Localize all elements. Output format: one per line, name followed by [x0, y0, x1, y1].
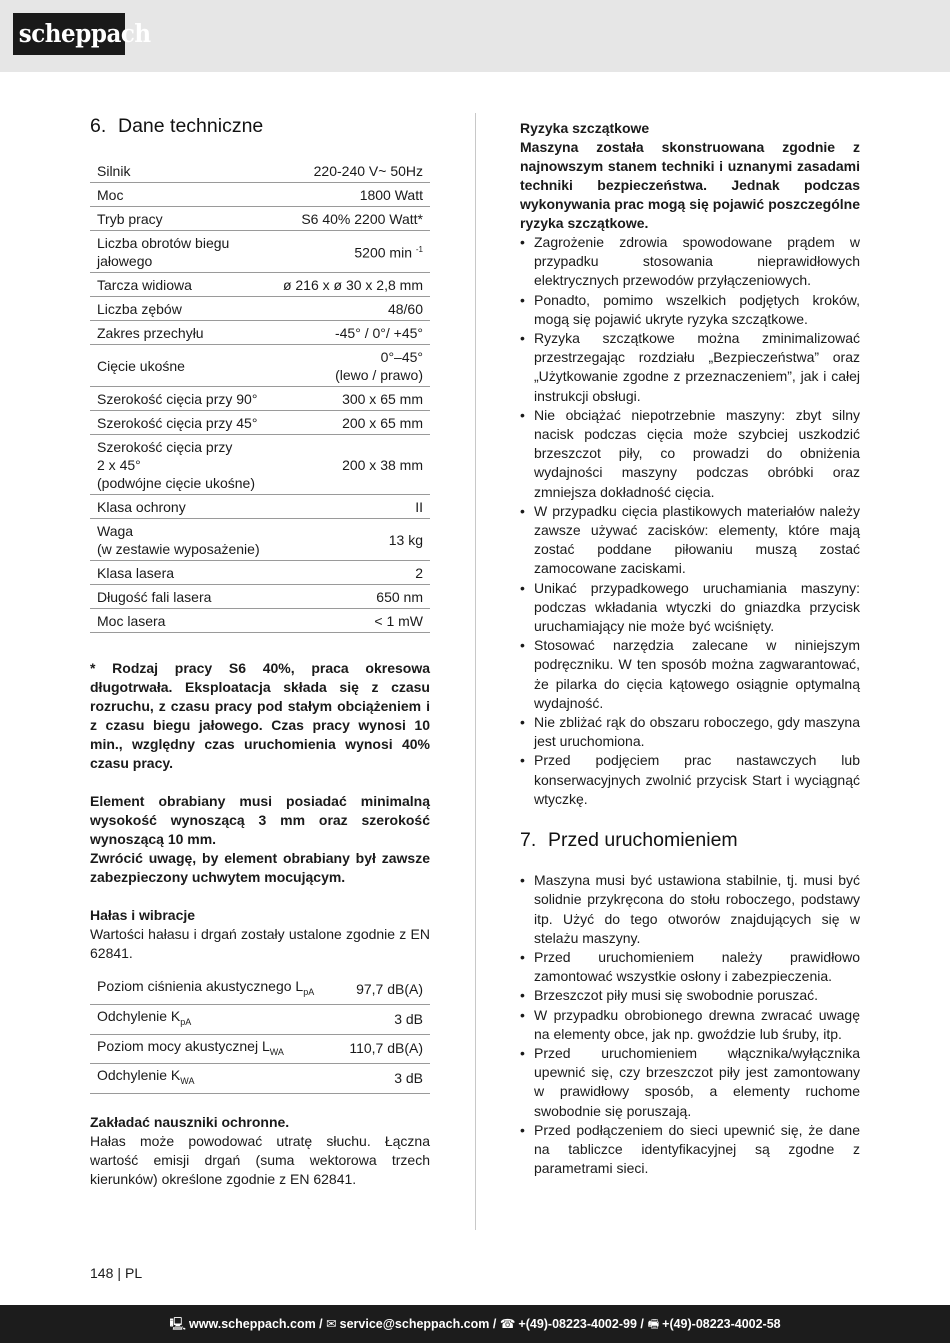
table-row: Cięcie ukośne 0°–45° (lewo / prawo) [90, 345, 430, 387]
table-row: Tarcza widiowa ø 216 x ø 30 x 2,8 mm [90, 273, 430, 297]
table-row: Odchylenie $K_{WA}$ 3 dB [90, 1064, 430, 1094]
mail-icon: ✉ [326, 1317, 337, 1331]
list-item: • Przed uruchomieniem należy prawidłowo zamontować wszystkie osłony i zabezpieczenia. [520, 948, 860, 986]
list-item: • Przed podjęciem prac nastawczych lub konserwacyjnych zwolnić przycisk Start i wyciągnąć wtyczkę. [520, 751, 860, 809]
list-item: • Brzeszczot piły musi się swobodnie poruszać. [520, 986, 860, 1005]
list-item: • W przypadku obrobionego drewna zwracać uwagę na elementy obce, jak np. gwoździe lub śruby, itp. [520, 1006, 860, 1044]
table-row: Moc lasera < 1 mW [90, 609, 430, 633]
table-row: Długość fali lasera 650 nm [90, 585, 430, 609]
list-item: • Ponadto, pomimo wszelkich podjętych kroków, mogą się pojawić ukryte ryzyka szczątkowe. [520, 291, 860, 329]
right-column [520, 119, 860, 1178]
list-item: • Zagrożenie zdrowia spowodowane prądem w przypadku stosowania nieprawidłowych elektrycznych przewodów przyłączeniowych. [520, 233, 860, 291]
left-column [90, 112, 430, 1189]
computer-icon: 🖳 [169, 1317, 187, 1331]
scheppach-logo: scheppach [13, 13, 125, 55]
residual-risk-list [520, 233, 860, 809]
list-item: • Unikać przypadkowego uruchamiania maszyny: podczas wkładania wtyczki do gniazdka przycisk uruchamiający nie może być wciśnięty. [520, 579, 860, 637]
footer-fax: +(49)-08223-4002-58 [662, 1317, 781, 1331]
footer-phone: +(49)-08223-4002-99 / [518, 1317, 644, 1331]
technical-data-table [90, 159, 430, 633]
section-heading-before-start: 7. Przed uruchomieniem [520, 829, 738, 852]
list-item: • Stosować narzędzia zalecane w niniejszym podręczniku. W ten sposób można zagwarantować, że pilarka do cięcia kątowego osiągnie optymalną wydajność. [520, 636, 860, 713]
page-header [0, 0, 950, 72]
noise-text: Wartości hałasu i drgań zostały ustalone zgodnie z EN 62841. [90, 926, 430, 961]
list-item: • Nie obciążać niepotrzebnie maszyny: zbyt silny nacisk podczas cięcia może szybciej uszkodzić brzeszczot piły, co prowadzi do obniżenia wydajności maszyny podczas obróbki oraz zmniejsza dokładność cięcia. [520, 406, 860, 502]
list-item: • W przypadku cięcia plastikowych materiałów należy zawsze używać zacisków: elementy, które mają zostać poddane piłowaniu muszą zostać zamocowane zaciskami. [520, 502, 860, 579]
phone-icon: ☎ [499, 1317, 516, 1331]
residual-risk-heading: Ryzyka szczątkowe [520, 120, 650, 136]
table-row: Liczba obrotów biegu jałowego 5200 min $^{-1}$ [90, 231, 430, 273]
column-divider [475, 113, 476, 1230]
noise-heading: Hałas i wibracje [90, 907, 196, 923]
table-row: Szerokość cięcia przy 2 x 45° (podwójne cięcie ukośne) 200 x 38 mm [90, 435, 430, 495]
table-row: Moc 1800 Watt [90, 183, 430, 207]
table-row: Szerokość cięcia przy 90° 300 x 65 mm [90, 387, 430, 411]
table-row: Waga (w zestawie wyposażenie) 13 kg [90, 519, 430, 561]
table-row: Poziom mocy akustycznej $L_{WA}$ 110,7 dB(A) [90, 1034, 430, 1064]
table-row: Poziom ciśnienia akustycznego $L_{pA}$ 97,7 dB(A) [90, 975, 430, 1004]
workpiece-note: Element obrabiany musi posiadać minimalną wysokość wynoszącą 3 mm oraz szerokość wynoszącą 10 mm. [90, 793, 430, 847]
table-row: Zakres przechyłu -45° / 0°/ +45° [90, 321, 430, 345]
page-footer [0, 1305, 950, 1343]
table-row: Odchylenie $K_{pA}$ 3 dB [90, 1004, 430, 1034]
noise-table [90, 975, 430, 1094]
residual-risk-intro: Maszyna została skonstruowana zgodnie z najnowszym stanem techniki i uznanymi zasadami techniki bezpieczeństwa. Jednak podczas wykonywania prac mogą się pojawić poszczególne ryzyka szczątkowe. [520, 139, 860, 231]
ear-protection-text: Hałas może powodować utratę słuchu. Łączna wartość emisji drgań (suma wektorowa trzech kierunków) określone zgodnie z EN 62841. [90, 1133, 430, 1188]
footer-web[interactable]: www.scheppach.com / [189, 1317, 323, 1331]
table-row: Klasa lasera 2 [90, 561, 430, 585]
list-item: • Nie zbliżać rąk do obszaru roboczego, gdy maszyna jest uruchomiona. [520, 713, 860, 751]
page-number: 148 | PL [90, 1265, 143, 1281]
operating-mode-note: * Rodzaj pracy S6 40%, praca okresowa długotrwała. Eksploatacja składa się z czasu rozruchu, z czasu pracy pod stałym obciążeniem i z czasu biegu jałowego. Czas pracy wynosi 10 min., względny czas uruchomienia wynosi 40% czasu pracy. [90, 660, 430, 771]
before-start-list [520, 871, 860, 1178]
workpiece-clamp-note: Zwrócić uwagę, by element obrabiany był zawsze zabezpieczony uchwytem mocującym. [90, 850, 430, 885]
ear-protection-heading: Zakładać nauszniki ochronne. [90, 1114, 290, 1131]
table-row: Silnik 220-240 V~ 50Hz [90, 159, 430, 183]
fax-icon: 🖷 [647, 1317, 660, 1331]
table-row: Liczba zębów 48/60 [90, 297, 430, 321]
list-item: • Przed podłączeniem do sieci upewnić się, że dane na tabliczce identyfikacyjnej są zgodne z parametrami sieci. [520, 1121, 860, 1179]
table-row: Klasa ochrony II [90, 495, 430, 519]
table-row: Tryb pracy S6 40% 2200 Watt* [90, 207, 430, 231]
section-heading-technical-data: 6. Dane techniczne [90, 115, 264, 137]
footer-email[interactable]: service@scheppach.com / [339, 1317, 497, 1331]
list-item: • Ryzyka szczątkowe można zminimalizować przestrzegając rozdziału „Bezpieczeństwa” oraz „Użytkowanie zgodne z przeznaczeniem”, jak i całej instrukcji obsługi. [520, 329, 860, 406]
list-item: • Przed uruchomieniem włącznika/wyłącznika upewnić się, czy brzeszczot piły jest zamontowany w prawidłowy sposób, a elementy ruchome swobodnie się poruszają. [520, 1044, 860, 1121]
list-item: • Maszyna musi być ustawiona stabilnie, tj. musi być solidnie przykręcona do stołu roboczego, podstawy itp. Użyć do tego otworów znajdujących się w stelażu maszyny. [520, 871, 860, 948]
table-row: Szerokość cięcia przy 45° 200 x 65 mm [90, 411, 430, 435]
